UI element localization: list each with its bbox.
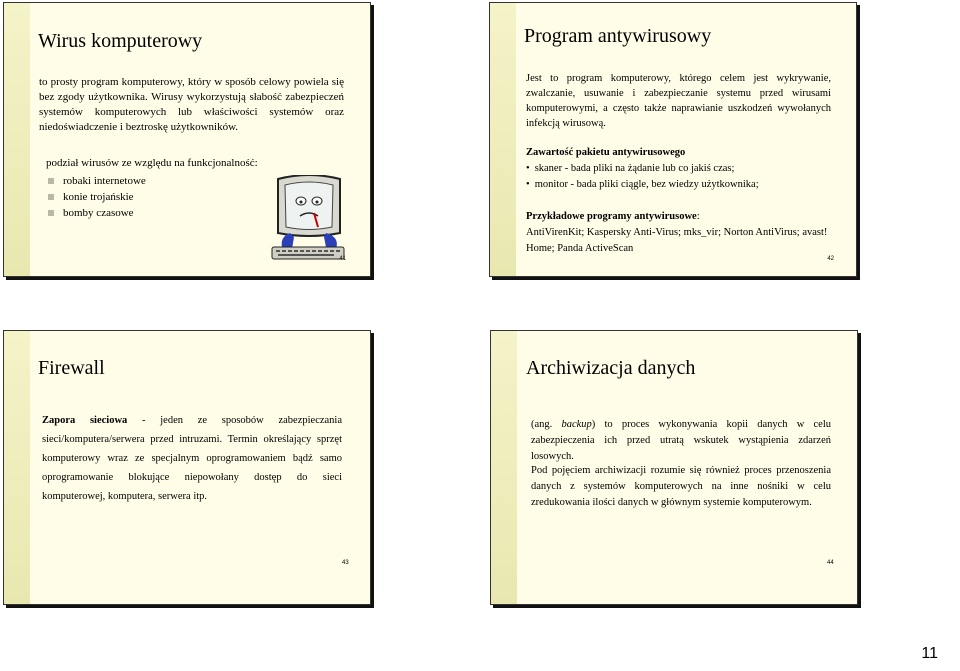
slide-body: Zapora sieciowa - jeden ze sposobów zabezpieczania sieci/komputera/serwera przed intruzami. Termin określający sprzęt komputerowy wraz ze specjalnym oprogramowaniem bądź samo oprogramowanie blokujące niepowołany dostęp do sieci komputerowej, komputera, serwera itp. <box>42 415 343 502</box>
section-package <box>526 145 831 193</box>
slide-body-paragraph: (ang. backup) to proces wykonywania kopii danych w celu zabezpieczenia ich przed utratą wskutek wystąpienia zdarzeń losowych. <box>531 419 831 462</box>
slide-accent-bar <box>4 3 30 276</box>
slide-number: 44 <box>827 560 834 566</box>
section-heading: Zawartość pakietu antywirusowego <box>526 147 686 158</box>
sheet-page-number: 11 <box>921 645 938 662</box>
slide-number: 42 <box>827 256 834 262</box>
list-heading: podział wirusów ze względu na funkcjonalność: <box>46 157 258 169</box>
list-item: konie trojańskie <box>48 191 258 203</box>
slide-body-paragraph: Pod pojęciem archiwizacji rozumie się również proces przenoszenia danych z systemów komputerowych na inne nośniki w celu zredukowania ilości danych w głównym systemie komputerowym. <box>531 465 831 508</box>
slide-number: 41 <box>339 256 346 262</box>
list-item: • monitor - bada pliki ciągle, bez wiedzy użytkownika; <box>526 179 759 190</box>
slide-title: Archiwizacja danych <box>526 357 696 379</box>
bullet-list <box>46 157 258 223</box>
bullet-dot-icon: • <box>526 163 530 174</box>
slide-41 <box>3 2 371 277</box>
slide-43 <box>3 330 371 605</box>
slide-body: to prosty program komputerowy, który w sposób celowy powiela się bez zgody użytkownika. Wirusy wykorzystują słabość zabezpieczeń systemów komputerowych lub właściwości systemów oraz niedoświadczenie i beztroskę użytkowników. <box>39 76 344 133</box>
slide-body: Jest to program komputerowy, którego celem jest wykrywanie, zwalczanie, usuwanie i zabezpieczanie systemu przed wirusami komputerowymi, a często także naprawianie uszkodzeń wywołanych infekcją wirusową. <box>526 73 831 129</box>
sick-computer-icon <box>270 175 348 261</box>
slide-title: Wirus komputerowy <box>38 30 203 52</box>
list-item: • skaner - bada pliki na żądanie lub co jakiś czas; <box>526 163 735 174</box>
square-bullet-icon <box>48 178 54 184</box>
slide-accent-bar <box>491 331 517 604</box>
section-heading: Przykładowe programy antywirusowe <box>526 211 697 222</box>
slide-title: Firewall <box>38 357 105 379</box>
square-bullet-icon <box>48 194 54 200</box>
section-examples: Przykładowe programy antywirusowe: AntiVirenKit; Kaspersky Anti-Virus; mks_vir; Norton AntiVirus; avast! Home; Panda ActiveScan <box>526 209 831 257</box>
term: Zapora sieciowa <box>42 415 128 426</box>
section-text: AntiVirenKit; Kaspersky Anti-Virus; mks_vir; Norton AntiVirus; avast! Home; Panda ActiveScan <box>526 227 828 254</box>
list-item: bomby czasowe <box>48 207 258 219</box>
slide-number: 43 <box>342 560 349 566</box>
slide-42 <box>489 2 857 277</box>
slide-accent-bar <box>490 3 516 276</box>
bullet-dot-icon: • <box>526 179 530 190</box>
slide-accent-bar <box>4 331 30 604</box>
square-bullet-icon <box>48 210 54 216</box>
slide-title: Program antywirusowy <box>524 25 712 47</box>
slide-44 <box>490 330 858 605</box>
list-item: robaki internetowe <box>48 175 258 187</box>
